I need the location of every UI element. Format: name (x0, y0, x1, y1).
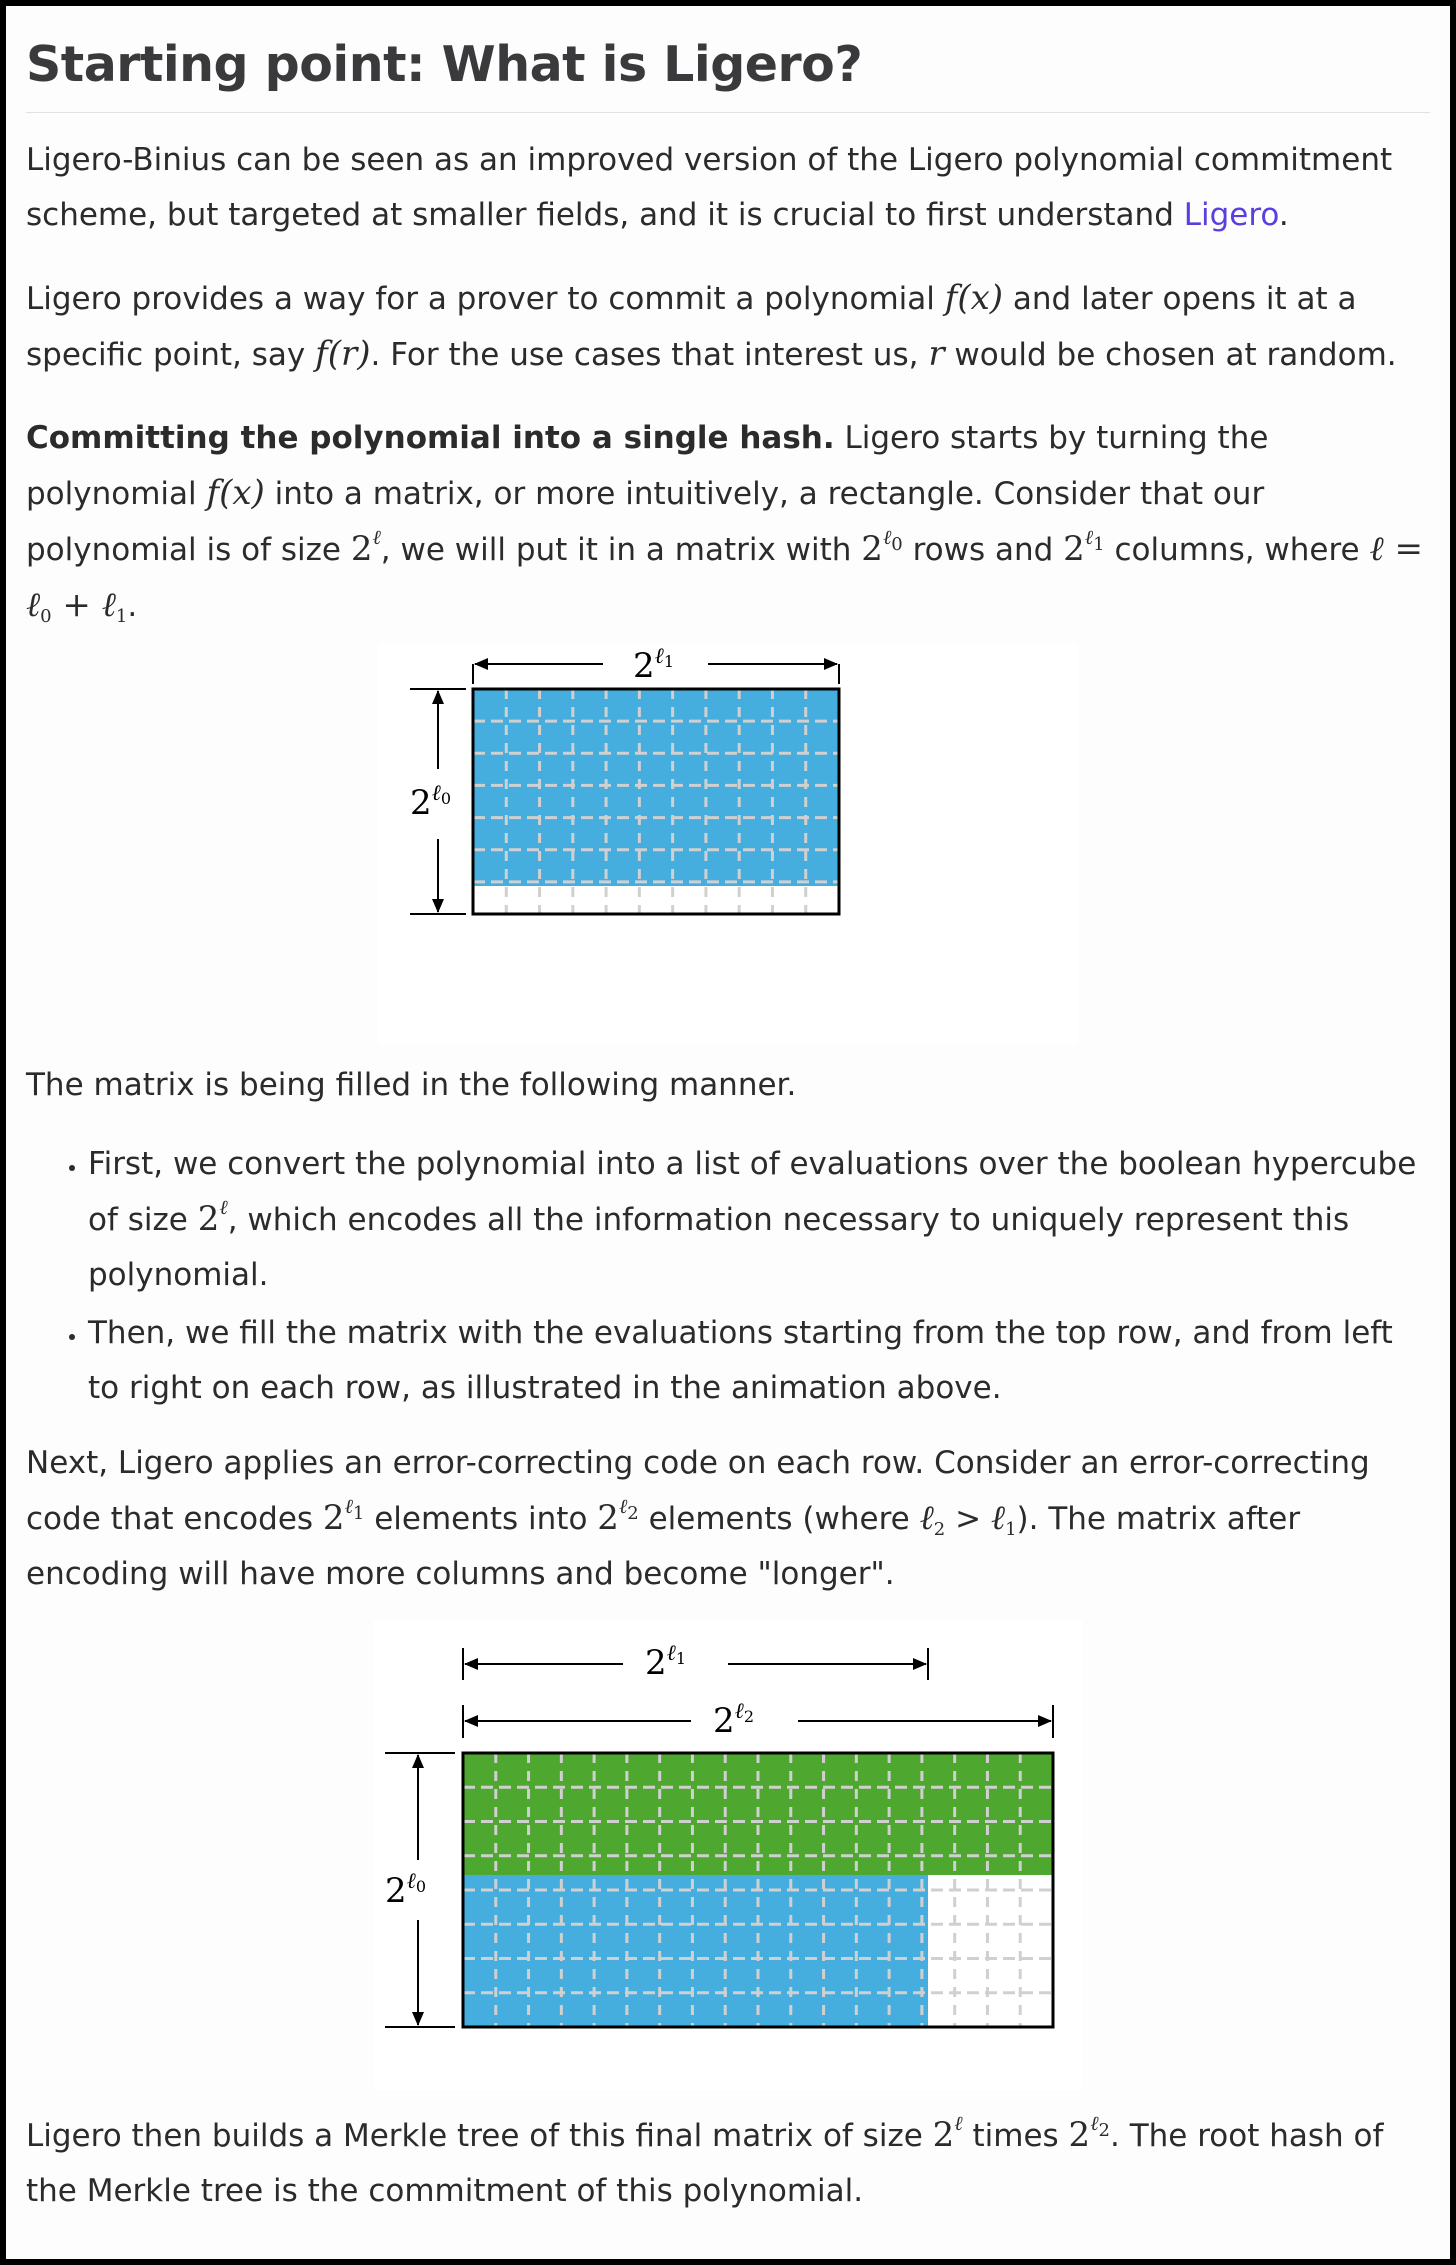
matrix-diagram-1 (378, 644, 1078, 1044)
article-content (26, 6, 1430, 2219)
paragraph-merkle: Ligero then builds a Merkle tree of this final matrix of size $2^\ell$ times $2^{\ell_2}$. The root hash of the Merkle tree is the commitment of this polynomial. (26, 2111, 1384, 2209)
fig1-matrix-cells (473, 689, 839, 914)
commit-text-a: Ligero starts by turning the polynomial (26, 420, 1269, 512)
article-frame (6, 6, 1450, 2259)
fig2-side-label: $2^\ell 0$ (385, 1869, 426, 1911)
heading-divider (26, 112, 1430, 113)
filling-steps-list (26, 1137, 1430, 1416)
section-heading: Starting point: What is Ligero? (26, 36, 863, 93)
prover-text-b: and later opens it at a specific point, say (26, 281, 1357, 373)
fig2-label-l2: $2^\ell 2$ (713, 1699, 754, 1741)
math-equation: ℓ = ℓ$_0$ + ℓ$_1$ (26, 529, 1423, 627)
paragraph-encoding: Next, Ligero applies an error-correcting code on each row. Consider an error-correcting code that encodes $2^{\ell_1}$ elements into $2^{\ell_2}$ elements (where ℓ$_2$ > ℓ$_1$). The matrix after encoding will have more columns and become "longer". (26, 1445, 1370, 1592)
paragraph-filling: The matrix is being filled in the following manner. (26, 1067, 797, 1103)
math-2l1: $2^{\ell_1}$ (1063, 525, 1105, 569)
fig1-side-label: $2^\ell 0$ (410, 781, 451, 823)
intro-text: Ligero-Binius can be seen as an improved version of the Ligero polynomial commitment scheme, but targeted at smaller fields, and it is crucial to first understand (26, 142, 1393, 233)
matrix-figure-1 (378, 644, 1078, 1044)
commit-text-d: rows and (902, 532, 1064, 568)
math-2l0: $2^{\ell_0}$ (861, 525, 903, 569)
list-item-2: • Then, we fill the matrix with the evaluations starting from the top row, and from left to right on each row, as illustrated in the animation above. (88, 1306, 1430, 1416)
matrix-figure-2 (373, 1620, 1083, 2090)
prover-text-c: . For the use cases that interest us, (370, 337, 929, 373)
math-fx-2: f(x) (206, 473, 265, 513)
intro-end: . (1278, 197, 1289, 233)
math-fr: f(r) (315, 334, 371, 374)
prover-text-d: would be chosen at random. (944, 337, 1397, 373)
commit-text-f: . (127, 588, 138, 624)
matrix-diagram-2 (373, 1620, 1083, 2090)
commit-text-e: columns, where (1104, 532, 1370, 568)
paragraph-commit (26, 411, 1430, 634)
fig2-label-l1: $2^\ell 1$ (645, 1641, 686, 1683)
paragraph-intro (26, 133, 1430, 243)
math-fx: f(x) (944, 278, 1004, 318)
paragraph-prover (26, 271, 1430, 383)
commit-bold-lead: Committing the polynomial into a single hash. (26, 420, 835, 456)
fig1-top-label: $2^\ell 1$ (633, 644, 674, 686)
commit-text-b: into a matrix, or more intuitively, a rectangle. Consider that our polynomial is of size (26, 476, 1265, 568)
math-r: r (928, 334, 945, 374)
prover-text-a: Ligero provides a way for a prover to commit a polynomial (26, 281, 945, 317)
commit-text-c: , we will put it in a matrix with (380, 532, 862, 568)
math-2l: $2^\ell$ (350, 525, 381, 569)
list-item-1: • First, we convert the polynomial into a list of evaluations over the boolean hypercube of size $2^\ell$, which encodes all the information necessary to uniquely represent this polynomial. (88, 1137, 1430, 1303)
ligero-link[interactable]: Ligero (1183, 197, 1279, 233)
